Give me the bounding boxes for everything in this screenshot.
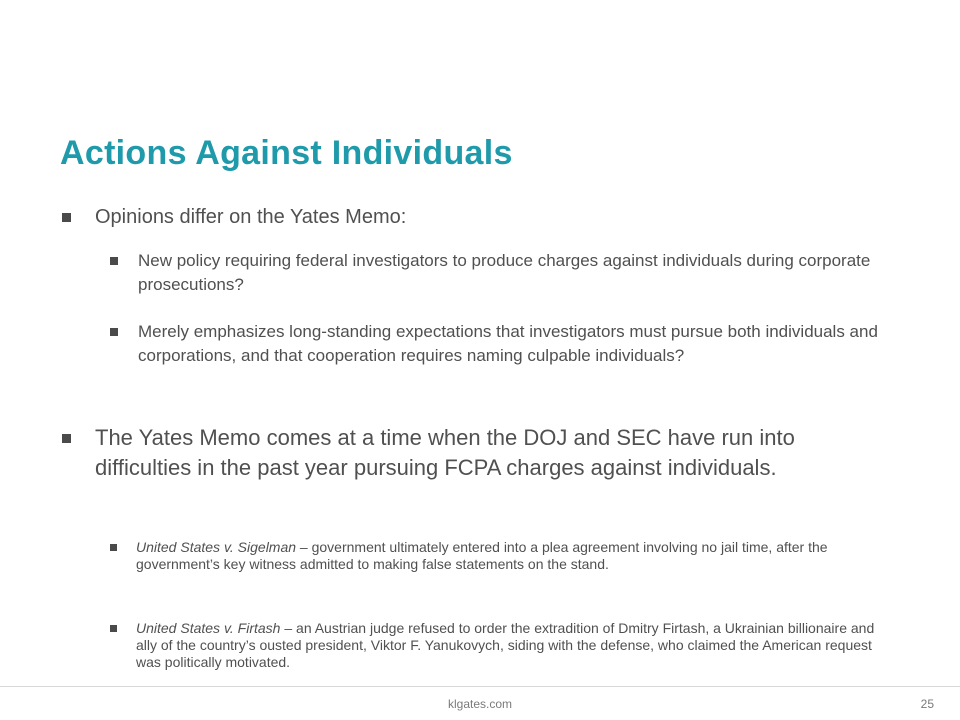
- case-name: United States v. Firtash: [136, 620, 281, 636]
- square-bullet-icon: [110, 328, 118, 336]
- bullet-opinions: [62, 205, 922, 229]
- bullet-yates-memo-timing: [62, 423, 862, 483]
- bullet-text: Opinions differ on the Yates Memo:: [95, 206, 407, 228]
- sub-bullet-new-policy: [110, 249, 880, 297]
- sub-bullet-content: [136, 620, 890, 671]
- footer-url: klgates.com: [447, 697, 513, 711]
- sub-bullet-merely-emphasizes: [110, 320, 900, 368]
- footer-divider: [0, 686, 960, 687]
- sub-bullet-content: [136, 539, 890, 573]
- case-name: United States v. Sigelman: [136, 539, 297, 555]
- square-bullet-icon: [62, 213, 71, 222]
- square-bullet-icon: [110, 257, 118, 265]
- square-bullet-icon: [110, 625, 117, 632]
- bullet-text: The Yates Memo comes at a time when the DOJ and SEC have run into difficulties in the past year pursuing FCPA charges against individuals.: [95, 425, 795, 480]
- square-bullet-icon: [62, 434, 71, 443]
- case-detail: – government ultimately entered into a plea agreement involving no jail time, after the government’s key witness admitted to making false statements on the stand.: [136, 539, 828, 572]
- sub-bullet-sigelman: [110, 539, 890, 573]
- square-bullet-icon: [110, 544, 117, 551]
- sub-bullet-text: Merely emphasizes long-standing expectations that investigators must pursue both individuals and corporations, and that cooperation requires naming culpable individuals?: [138, 322, 878, 365]
- sub-bullet-text: New policy requiring federal investigators to produce charges against individuals during corporate prosecutions?: [138, 251, 871, 294]
- page-number: 25: [920, 697, 934, 711]
- slide-title: Actions Against Individuals: [60, 134, 513, 172]
- case-detail: – an Austrian judge refused to order the extradition of Dmitry Firtash, a Ukrainian billionaire and ally of the country’s ousted president, Viktor F. Yanukovych, siding with the defense, who claimed the American request was politically motivated.: [136, 620, 875, 670]
- sub-bullet-firtash: [110, 620, 890, 671]
